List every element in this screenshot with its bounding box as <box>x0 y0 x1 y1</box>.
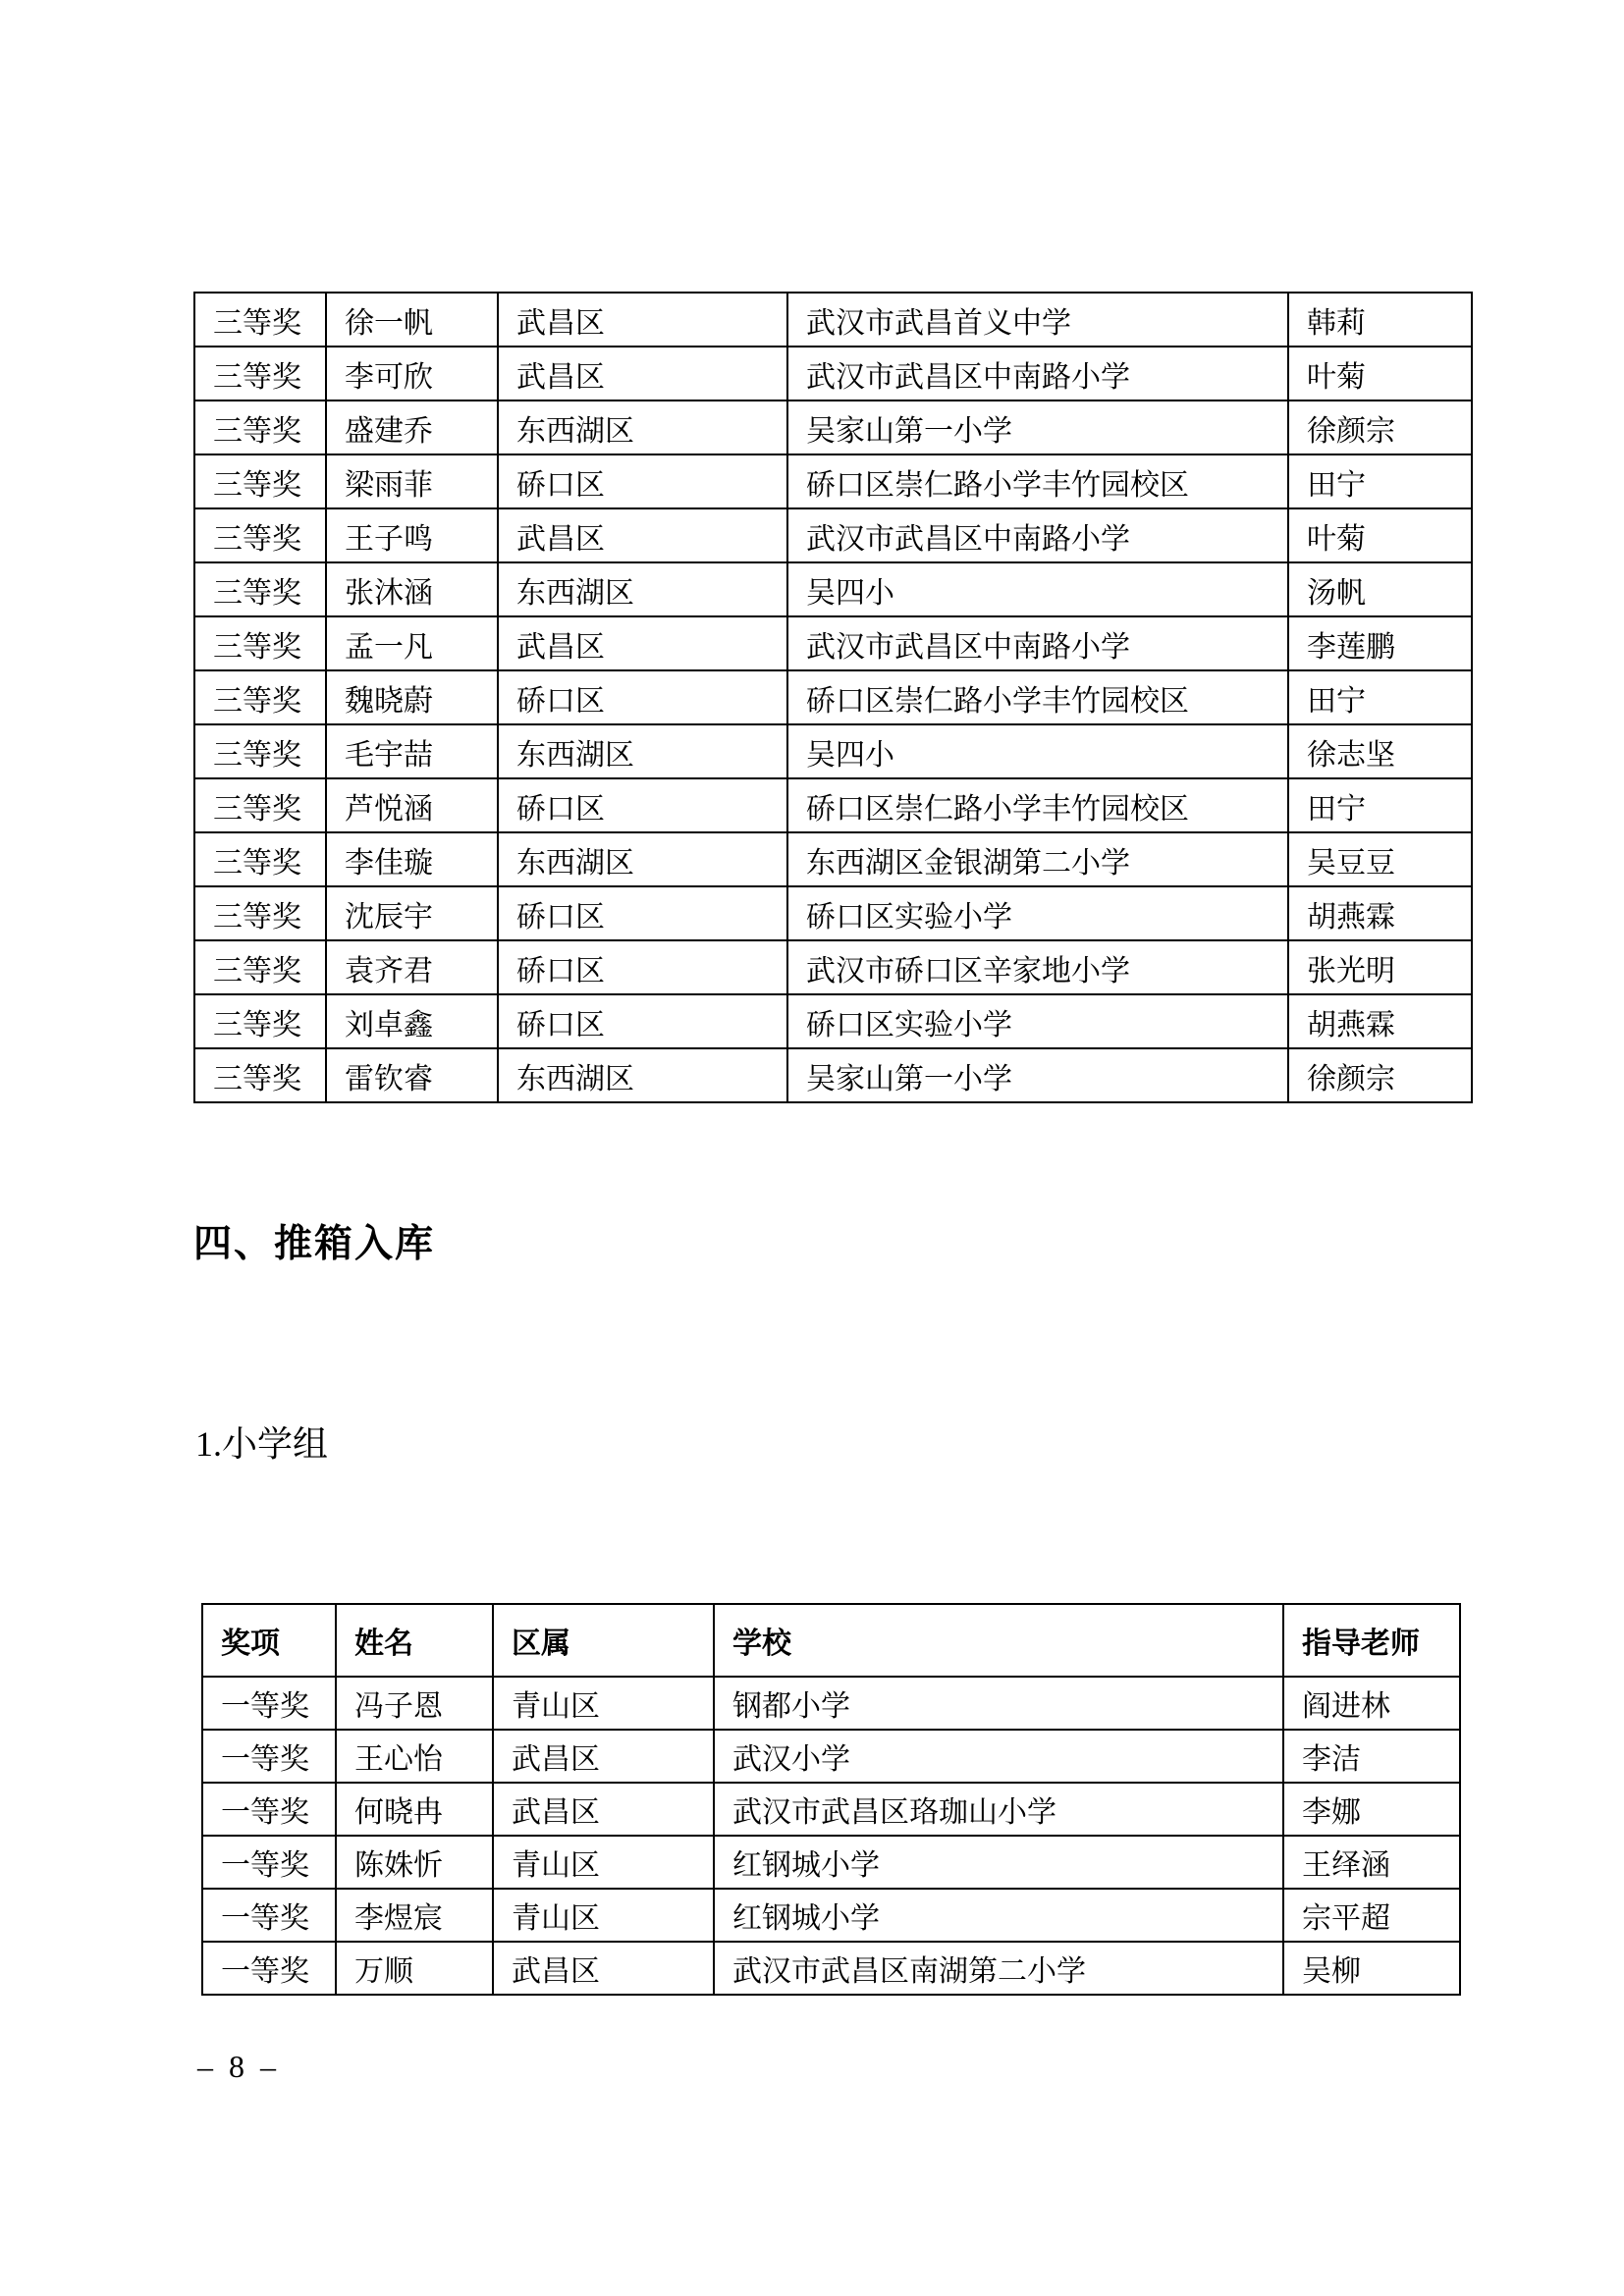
table-cell: 武昌区 <box>493 1730 714 1783</box>
group-subheading: 1.小学组 <box>195 1424 329 1464</box>
table-cell: 三等奖 <box>194 670 326 724</box>
table-cell: 韩莉 <box>1288 293 1472 347</box>
table-header-cell: 指导老师 <box>1283 1604 1460 1677</box>
table-cell: 硚口区实验小学 <box>787 994 1288 1048</box>
table-header-cell: 区属 <box>493 1604 714 1677</box>
table-row <box>194 508 1472 562</box>
table-row <box>202 1677 1460 1730</box>
table-cell: 三等奖 <box>194 1048 326 1102</box>
table-cell: 叶菊 <box>1288 347 1472 400</box>
table-row <box>194 886 1472 940</box>
table-cell: 毛宇喆 <box>326 724 498 778</box>
table-cell: 武汉小学 <box>714 1730 1283 1783</box>
table-cell: 硚口区崇仁路小学丰竹园校区 <box>787 454 1288 508</box>
table-row <box>202 1942 1460 1995</box>
table-cell: 三等奖 <box>194 347 326 400</box>
third-prize-table-continuation <box>193 292 1473 1103</box>
table-cell: 三等奖 <box>194 832 326 886</box>
table-row <box>194 994 1472 1048</box>
table-cell: 东西湖区金银湖第二小学 <box>787 832 1288 886</box>
table-cell: 吴四小 <box>787 724 1288 778</box>
table-row <box>194 400 1472 454</box>
table-cell: 硚口区 <box>498 940 787 994</box>
table-row <box>194 562 1472 616</box>
table-cell: 三等奖 <box>194 562 326 616</box>
table-cell: 徐志坚 <box>1288 724 1472 778</box>
table-cell: 武汉市武昌区珞珈山小学 <box>714 1783 1283 1836</box>
table-cell: 三等奖 <box>194 400 326 454</box>
table-cell: 吴豆豆 <box>1288 832 1472 886</box>
primary-school-first-prize-table <box>201 1603 1461 1996</box>
table-row <box>194 347 1472 400</box>
table-cell: 硚口区 <box>498 454 787 508</box>
table-cell: 武汉市硚口区辛家地小学 <box>787 940 1288 994</box>
table-row <box>194 940 1472 994</box>
table-row <box>202 1783 1460 1836</box>
table-cell: 吴四小 <box>787 562 1288 616</box>
table-cell: 硚口区实验小学 <box>787 886 1288 940</box>
table-cell: 东西湖区 <box>498 400 787 454</box>
table-row <box>194 616 1472 670</box>
table-cell: 武昌区 <box>498 508 787 562</box>
table-cell: 青山区 <box>493 1677 714 1730</box>
table-cell: 吴家山第一小学 <box>787 400 1288 454</box>
table-cell: 武昌区 <box>498 347 787 400</box>
table-cell: 阎进林 <box>1283 1677 1460 1730</box>
table-cell: 魏晓蔚 <box>326 670 498 724</box>
table-cell: 吴家山第一小学 <box>787 1048 1288 1102</box>
table-cell: 红钢城小学 <box>714 1889 1283 1942</box>
table-cell: 张沐涵 <box>326 562 498 616</box>
page-number: – 8 – <box>197 2049 280 2084</box>
table-cell: 武汉市武昌首义中学 <box>787 293 1288 347</box>
table-cell: 硚口区崇仁路小学丰竹园校区 <box>787 670 1288 724</box>
table-cell: 胡燕霖 <box>1288 994 1472 1048</box>
table-cell: 刘卓鑫 <box>326 994 498 1048</box>
table-row <box>194 724 1472 778</box>
table-cell: 沈辰宇 <box>326 886 498 940</box>
table-row <box>202 1730 1460 1783</box>
table-cell: 硚口区 <box>498 778 787 832</box>
table-cell: 田宁 <box>1288 454 1472 508</box>
table-cell: 汤帆 <box>1288 562 1472 616</box>
table-cell: 胡燕霖 <box>1288 886 1472 940</box>
table-cell: 钢都小学 <box>714 1677 1283 1730</box>
table-cell: 吴柳 <box>1283 1942 1460 1995</box>
table-cell: 红钢城小学 <box>714 1836 1283 1889</box>
table-cell: 雷钦睿 <box>326 1048 498 1102</box>
table-cell: 宗平超 <box>1283 1889 1460 1942</box>
table-cell: 三等奖 <box>194 724 326 778</box>
table-cell: 武昌区 <box>498 293 787 347</box>
table-cell: 东西湖区 <box>498 832 787 886</box>
table-cell: 青山区 <box>493 1889 714 1942</box>
table-cell: 梁雨菲 <box>326 454 498 508</box>
table-cell: 一等奖 <box>202 1942 336 1995</box>
table-row <box>202 1889 1460 1942</box>
table-cell: 盛建乔 <box>326 400 498 454</box>
table-cell: 东西湖区 <box>498 562 787 616</box>
table-header-cell: 姓名 <box>336 1604 493 1677</box>
table-cell: 三等奖 <box>194 778 326 832</box>
table-cell: 一等奖 <box>202 1783 336 1836</box>
table-cell: 徐颜宗 <box>1288 400 1472 454</box>
table-cell: 武汉市武昌区中南路小学 <box>787 616 1288 670</box>
table-cell: 三等奖 <box>194 886 326 940</box>
table-cell: 三等奖 <box>194 293 326 347</box>
table-cell: 一等奖 <box>202 1677 336 1730</box>
table-cell: 田宁 <box>1288 670 1472 724</box>
table-cell: 徐一帆 <box>326 293 498 347</box>
table-cell: 三等奖 <box>194 508 326 562</box>
table-cell: 万顺 <box>336 1942 493 1995</box>
table-cell: 东西湖区 <box>498 1048 787 1102</box>
table-cell: 武昌区 <box>493 1783 714 1836</box>
table-cell: 孟一凡 <box>326 616 498 670</box>
table-cell: 一等奖 <box>202 1836 336 1889</box>
table-row <box>194 1048 1472 1102</box>
table-cell: 一等奖 <box>202 1730 336 1783</box>
table-cell: 东西湖区 <box>498 724 787 778</box>
table-cell: 武汉市武昌区中南路小学 <box>787 347 1288 400</box>
table-cell: 武昌区 <box>493 1942 714 1995</box>
table-cell: 王绎涵 <box>1283 1836 1460 1889</box>
table-header-row <box>202 1604 1460 1677</box>
table-cell: 青山区 <box>493 1836 714 1889</box>
table-cell: 李煜宸 <box>336 1889 493 1942</box>
section-heading: 四、推箱入库 <box>193 1223 436 1265</box>
table-cell: 李娜 <box>1283 1783 1460 1836</box>
table-cell: 硚口区 <box>498 670 787 724</box>
table-cell: 武汉市武昌区南湖第二小学 <box>714 1942 1283 1995</box>
table-cell: 一等奖 <box>202 1889 336 1942</box>
table-cell: 何晓冉 <box>336 1783 493 1836</box>
table-cell: 硚口区 <box>498 994 787 1048</box>
table-cell: 徐颜宗 <box>1288 1048 1472 1102</box>
table-cell: 王子鸣 <box>326 508 498 562</box>
table-cell: 田宁 <box>1288 778 1472 832</box>
table-cell: 武昌区 <box>498 616 787 670</box>
table-cell: 张光明 <box>1288 940 1472 994</box>
table-cell: 李洁 <box>1283 1730 1460 1783</box>
table-row <box>194 293 1472 347</box>
table-cell: 硚口区 <box>498 886 787 940</box>
table-cell: 三等奖 <box>194 616 326 670</box>
table-row <box>202 1836 1460 1889</box>
table-cell: 叶菊 <box>1288 508 1472 562</box>
table-cell: 武汉市武昌区中南路小学 <box>787 508 1288 562</box>
table-header-cell: 学校 <box>714 1604 1283 1677</box>
table-cell: 冯子恩 <box>336 1677 493 1730</box>
table-cell: 李佳璇 <box>326 832 498 886</box>
table-cell: 袁齐君 <box>326 940 498 994</box>
table-header-cell: 奖项 <box>202 1604 336 1677</box>
table-row <box>194 778 1472 832</box>
table-row <box>194 832 1472 886</box>
table-row <box>194 670 1472 724</box>
table-cell: 芦悦涵 <box>326 778 498 832</box>
table-row <box>194 454 1472 508</box>
table-cell: 三等奖 <box>194 994 326 1048</box>
table-cell: 李可欣 <box>326 347 498 400</box>
table-cell: 陈姝忻 <box>336 1836 493 1889</box>
table-cell: 硚口区崇仁路小学丰竹园校区 <box>787 778 1288 832</box>
table-cell: 三等奖 <box>194 940 326 994</box>
table-cell: 三等奖 <box>194 454 326 508</box>
table-cell: 李莲鹏 <box>1288 616 1472 670</box>
table-cell: 王心怡 <box>336 1730 493 1783</box>
